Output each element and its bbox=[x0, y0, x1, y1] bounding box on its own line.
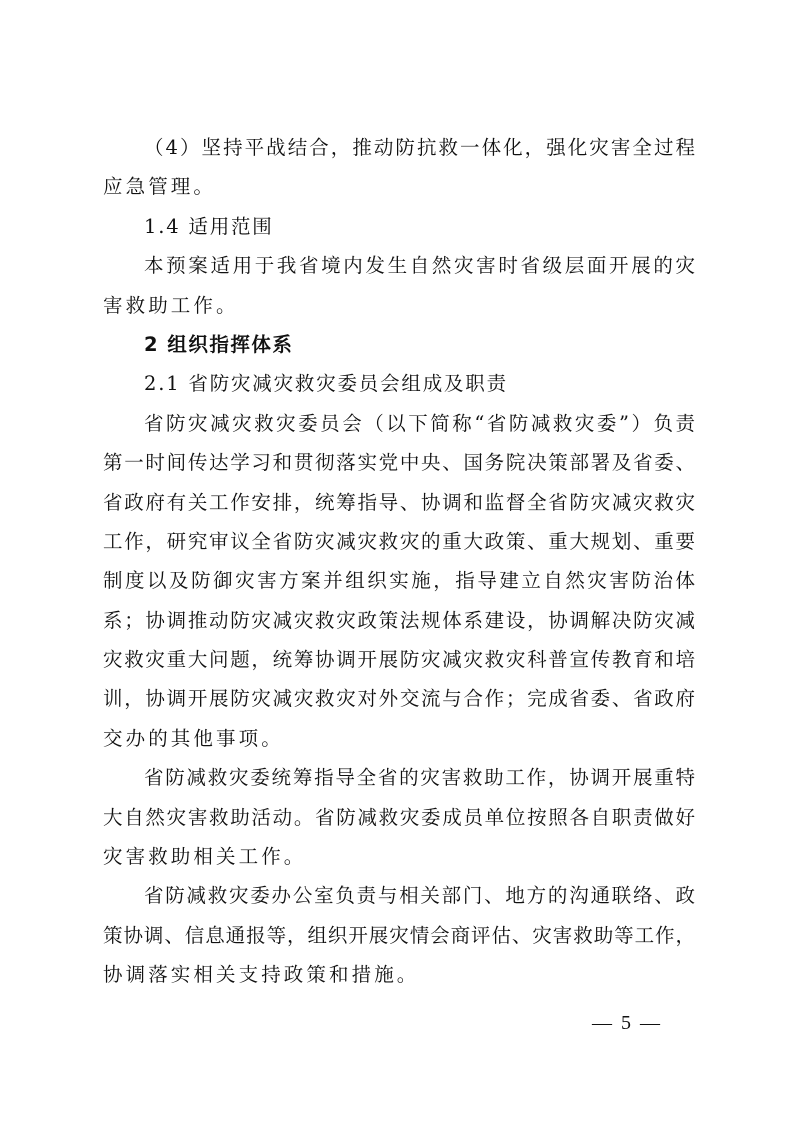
paragraph-line: 系；协调推动防灾减灾救灾政策法规体系建设，协调解决防灾减 bbox=[103, 608, 695, 632]
paragraph-line: 训，协调开展防灾减灾救灾对外交流与合作；完成省委、省政府 bbox=[103, 687, 695, 711]
page-number: — 5 — bbox=[592, 1012, 662, 1034]
paragraph-line: （4）坚持平战结合，推动防抗救一体化，强化灾害全过程 bbox=[144, 136, 695, 159]
paragraph-line: 害救助工作。 bbox=[103, 293, 239, 317]
section-heading: 2 组织指挥体系 bbox=[144, 332, 294, 356]
document-page bbox=[103, 128, 695, 995]
paragraph-line: 交办的其他事项。 bbox=[103, 726, 284, 750]
paragraph-line: 本预案适用于我省境内发生自然灾害时省级层面开展的灾 bbox=[144, 254, 695, 278]
paragraph-line: 协调落实相关支持政策和措施。 bbox=[103, 963, 420, 987]
section-subheading: 2.1 省防灾减灾救灾委员会组成及职责 bbox=[144, 372, 508, 396]
paragraph-line: 省防减救灾委统筹指导全省的灾害救助工作，协调开展重特 bbox=[144, 766, 695, 790]
paragraph-line: 省政府有关工作安排，统筹指导、协调和监督全省防灾减灾救灾 bbox=[103, 490, 695, 514]
paragraph-line: 工作，研究审议全省防灾减灾救灾的重大政策、重大规划、重要 bbox=[103, 529, 695, 553]
paragraph-line: 省防减救灾委办公室负责与相关部门、地方的沟通联络、政 bbox=[144, 884, 695, 908]
paragraph-line: 大自然灾害救助活动。省防减救灾委成员单位按照各自职责做好 bbox=[103, 805, 695, 829]
paragraph-line: 灾害救助相关工作。 bbox=[103, 845, 307, 869]
paragraph-line: 灾救灾重大问题，统筹协调开展防灾减灾救灾科普宣传教育和培 bbox=[103, 648, 695, 672]
paragraph-line: 省防灾减灾救灾委员会（以下简称“省防减救灾委”）负责 bbox=[144, 411, 695, 435]
paragraph-line: 应急管理。 bbox=[103, 175, 217, 199]
section-subheading: 1.4 适用范围 bbox=[144, 214, 274, 238]
paragraph-line: 制度以及防御灾害方案并组织实施，指导建立自然灾害防治体 bbox=[103, 569, 695, 593]
paragraph-line: 策协调、信息通报等，组织开展灾情会商评估、灾害救助等工作， bbox=[103, 923, 695, 947]
paragraph-line: 第一时间传达学习和贯彻落实党中央、国务院决策部署及省委、 bbox=[103, 451, 695, 475]
